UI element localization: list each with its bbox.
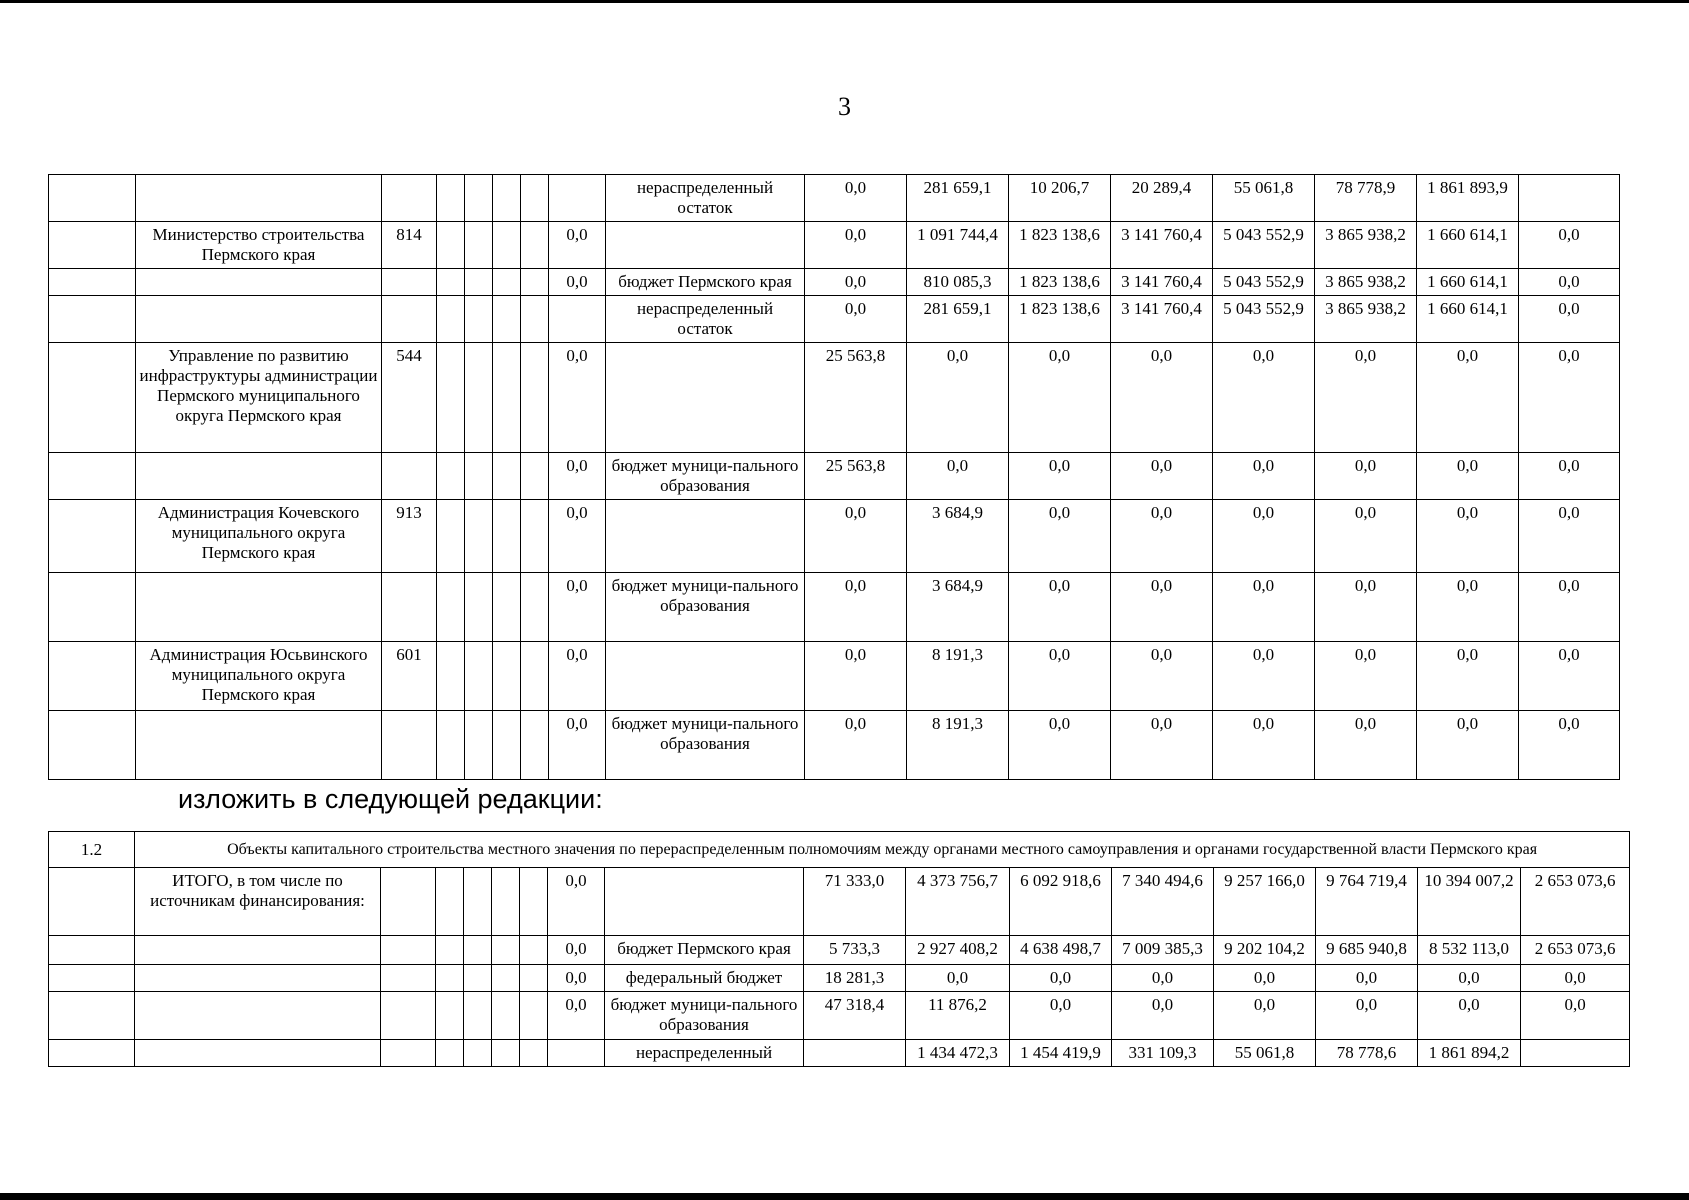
value-cell: 0,0 (1521, 965, 1630, 992)
value-cell: 1 660 614,1 (1417, 296, 1519, 343)
value-cell: 0,0 (1213, 453, 1315, 500)
code-cell: 913 (382, 500, 437, 573)
organization-cell: Управление по развитию инфраструктуры администрации Пермского муниципального округа Пермского края (136, 343, 382, 453)
empty-cell (464, 868, 492, 936)
organization-cell: ИТОГО, в том числе по источникам финансирования: (135, 868, 381, 936)
value-cell: 0,0 (805, 500, 907, 573)
section-number: 1.2 (49, 832, 135, 868)
empty-cell (437, 222, 465, 269)
value-cell (1521, 1040, 1630, 1067)
empty-cell (465, 453, 493, 500)
value-cell: 0,0 (1009, 642, 1111, 711)
value-cell: 7 009 385,3 (1112, 936, 1214, 965)
value-cell: 0,0 (1213, 573, 1315, 642)
table-row (49, 175, 1620, 222)
value-cell: 0,0 (1417, 453, 1519, 500)
value-cell: 9 764 719,4 (1316, 868, 1418, 936)
value-cell: 3 141 760,4 (1111, 269, 1213, 296)
value-cell: 0,0 (1315, 573, 1417, 642)
value-cell: 0,0 (1519, 453, 1620, 500)
number-cell (49, 175, 136, 222)
funding-source-cell (606, 343, 805, 453)
value-cell: 10 394 007,2 (1418, 868, 1521, 936)
number-cell (49, 868, 135, 936)
value-cell: 20 289,4 (1111, 175, 1213, 222)
empty-cell (437, 453, 465, 500)
table-row (49, 500, 1620, 573)
table-row (49, 711, 1620, 780)
empty-cell (520, 1040, 548, 1067)
empty-cell (521, 343, 549, 453)
funding-source-cell: нераспределенный остаток (606, 296, 805, 343)
value-cell: 0,0 (1519, 269, 1620, 296)
value-cell: 0,0 (805, 642, 907, 711)
value-cell: 7 340 494,6 (1112, 868, 1214, 936)
value-cell: 1 434 472,3 (906, 1040, 1010, 1067)
value-cell: 0,0 (1418, 965, 1521, 992)
empty-cell (521, 573, 549, 642)
table-row (49, 222, 1620, 269)
value-cell: 3 141 760,4 (1111, 296, 1213, 343)
budget-table-bottom (48, 831, 1630, 1067)
value-cell: 9 257 166,0 (1214, 868, 1316, 936)
empty-cell (465, 500, 493, 573)
organization-cell (136, 269, 382, 296)
number-cell (49, 1040, 135, 1067)
value-cell: 0,0 (1519, 711, 1620, 780)
empty-cell (493, 711, 521, 780)
value-cell: 3 865 938,2 (1315, 222, 1417, 269)
code-cell (381, 936, 436, 965)
organization-cell: Администрация Юсьвинского муниципального округа Пермского края (136, 642, 382, 711)
value-cell: 0,0 (1009, 711, 1111, 780)
value-cell: 1 823 138,6 (1009, 269, 1111, 296)
empty-cell (521, 269, 549, 296)
value-cell: 3 141 760,4 (1111, 222, 1213, 269)
value-cell: 47 318,4 (804, 992, 906, 1040)
empty-cell (493, 343, 521, 453)
value-cell: 0,0 (1418, 992, 1521, 1040)
base-value-cell: 0,0 (549, 343, 606, 453)
value-cell: 1 454 419,9 (1010, 1040, 1112, 1067)
value-cell: 3 684,9 (907, 500, 1009, 573)
value-cell: 4 373 756,7 (906, 868, 1010, 936)
value-cell: 0,0 (1315, 453, 1417, 500)
value-cell: 55 061,8 (1213, 175, 1315, 222)
table-row (49, 296, 1620, 343)
value-cell: 0,0 (1009, 453, 1111, 500)
number-cell (49, 343, 136, 453)
empty-cell (520, 936, 548, 965)
base-value-cell: 0,0 (548, 936, 605, 965)
value-cell: 0,0 (907, 453, 1009, 500)
value-cell: 0,0 (1417, 642, 1519, 711)
value-cell: 0,0 (1111, 711, 1213, 780)
base-value-cell: 0,0 (549, 500, 606, 573)
value-cell: 8 532 113,0 (1418, 936, 1521, 965)
empty-cell (437, 711, 465, 780)
organization-cell (135, 1040, 381, 1067)
value-cell: 0,0 (1519, 296, 1620, 343)
organization-cell (135, 936, 381, 965)
base-value-cell (549, 175, 606, 222)
table-row (49, 642, 1620, 711)
value-cell: 0,0 (906, 965, 1010, 992)
empty-cell (465, 222, 493, 269)
organization-cell (136, 573, 382, 642)
table-row (49, 965, 1630, 992)
value-cell: 9 202 104,2 (1214, 936, 1316, 965)
empty-cell (436, 936, 464, 965)
value-cell: 0,0 (1519, 343, 1620, 453)
value-cell: 0,0 (1213, 711, 1315, 780)
page-number: 3 (838, 92, 851, 121)
empty-cell (521, 453, 549, 500)
empty-cell (520, 965, 548, 992)
organization-cell (135, 965, 381, 992)
value-cell: 0,0 (805, 296, 907, 343)
value-cell: 0,0 (1519, 222, 1620, 269)
value-cell: 0,0 (1417, 500, 1519, 573)
value-cell: 18 281,3 (804, 965, 906, 992)
empty-cell (437, 296, 465, 343)
organization-cell (136, 296, 382, 343)
value-cell: 0,0 (1111, 642, 1213, 711)
value-cell (804, 1040, 906, 1067)
value-cell: 1 823 138,6 (1009, 296, 1111, 343)
value-cell: 0,0 (1111, 573, 1213, 642)
empty-cell (464, 992, 492, 1040)
scan-top-edge (0, 0, 1689, 3)
value-cell: 5 043 552,9 (1213, 296, 1315, 343)
value-cell: 3 865 938,2 (1315, 269, 1417, 296)
organization-cell (136, 175, 382, 222)
empty-cell (521, 711, 549, 780)
empty-cell (436, 965, 464, 992)
value-cell: 25 563,8 (805, 343, 907, 453)
base-value-cell: 0,0 (549, 711, 606, 780)
funding-source-cell: бюджет Пермского края (606, 269, 805, 296)
code-cell: 601 (382, 642, 437, 711)
value-cell: 0,0 (805, 175, 907, 222)
value-cell: 0,0 (1315, 500, 1417, 573)
empty-cell (465, 642, 493, 711)
value-cell: 1 823 138,6 (1009, 222, 1111, 269)
value-cell: 281 659,1 (907, 296, 1009, 343)
code-cell: 814 (382, 222, 437, 269)
organization-cell (136, 711, 382, 780)
organization-cell: Администрация Кочевского муниципального округа Пермского края (136, 500, 382, 573)
value-cell: 0,0 (1519, 642, 1620, 711)
value-cell: 5 733,3 (804, 936, 906, 965)
empty-cell (493, 573, 521, 642)
value-cell: 5 043 552,9 (1213, 269, 1315, 296)
value-cell: 0,0 (1417, 711, 1519, 780)
section-header-row (49, 832, 1630, 868)
value-cell: 1 861 894,2 (1418, 1040, 1521, 1067)
empty-cell (465, 711, 493, 780)
section-title: Объекты капитального строительства местного значения по перераспределенным полномочиям между органами местного самоуправления и органами государственной власти Пермского края (135, 832, 1630, 868)
value-cell: 0,0 (1009, 343, 1111, 453)
empty-cell (464, 1040, 492, 1067)
code-cell (381, 1040, 436, 1067)
value-cell: 10 206,7 (1009, 175, 1111, 222)
empty-cell (493, 296, 521, 343)
empty-cell (520, 868, 548, 936)
value-cell (1519, 175, 1620, 222)
value-cell: 0,0 (1316, 992, 1418, 1040)
value-cell: 4 638 498,7 (1010, 936, 1112, 965)
table-row (49, 1040, 1630, 1067)
empty-cell (465, 175, 493, 222)
funding-source-cell: бюджет Пермского края (605, 936, 804, 965)
table-row (49, 269, 1620, 296)
value-cell: 5 043 552,9 (1213, 222, 1315, 269)
value-cell: 0,0 (907, 343, 1009, 453)
code-cell (382, 175, 437, 222)
value-cell: 1 861 893,9 (1417, 175, 1519, 222)
value-cell: 0,0 (1111, 343, 1213, 453)
value-cell: 0,0 (1112, 965, 1214, 992)
number-cell (49, 222, 136, 269)
base-value-cell: 0,0 (549, 573, 606, 642)
value-cell: 0,0 (1315, 343, 1417, 453)
value-cell: 0,0 (1417, 343, 1519, 453)
empty-cell (465, 573, 493, 642)
empty-cell (492, 936, 520, 965)
amendment-heading: изложить в следующей редакции: (178, 784, 603, 814)
value-cell: 0,0 (1316, 965, 1418, 992)
value-cell: 0,0 (1519, 573, 1620, 642)
value-cell: 0,0 (1519, 500, 1620, 573)
empty-cell (436, 868, 464, 936)
value-cell: 2 653 073,6 (1521, 936, 1630, 965)
value-cell: 281 659,1 (907, 175, 1009, 222)
funding-source-cell: бюджет муници-пального образования (606, 711, 805, 780)
value-cell: 810 085,3 (907, 269, 1009, 296)
empty-cell (464, 936, 492, 965)
funding-source-cell: бюджет муници-пального образования (606, 453, 805, 500)
value-cell: 0,0 (1214, 965, 1316, 992)
empty-cell (437, 500, 465, 573)
empty-cell (465, 269, 493, 296)
base-value-cell (548, 1040, 605, 1067)
code-cell (382, 296, 437, 343)
funding-source-cell (605, 868, 804, 936)
value-cell: 71 333,0 (804, 868, 906, 936)
value-cell: 0,0 (805, 573, 907, 642)
value-cell: 55 061,8 (1214, 1040, 1316, 1067)
value-cell: 0,0 (1111, 453, 1213, 500)
scan-bottom-edge (0, 1193, 1689, 1200)
code-cell (382, 453, 437, 500)
number-cell (49, 711, 136, 780)
empty-cell (436, 1040, 464, 1067)
value-cell: 9 685 940,8 (1316, 936, 1418, 965)
value-cell: 8 191,3 (907, 642, 1009, 711)
value-cell: 0,0 (805, 222, 907, 269)
empty-cell (493, 642, 521, 711)
value-cell: 0,0 (805, 269, 907, 296)
empty-cell (437, 343, 465, 453)
base-value-cell: 0,0 (549, 222, 606, 269)
value-cell: 0,0 (1417, 573, 1519, 642)
funding-source-cell: бюджет муници-пального образования (606, 573, 805, 642)
number-cell (49, 269, 136, 296)
value-cell: 0,0 (1213, 642, 1315, 711)
code-cell (381, 965, 436, 992)
value-cell: 1 660 614,1 (1417, 222, 1519, 269)
number-cell (49, 936, 135, 965)
empty-cell (437, 269, 465, 296)
empty-cell (436, 992, 464, 1040)
funding-source-cell: бюджет муници-пального образования (605, 992, 804, 1040)
value-cell: 3 865 938,2 (1315, 296, 1417, 343)
empty-cell (437, 573, 465, 642)
value-cell: 0,0 (1213, 500, 1315, 573)
value-cell: 25 563,8 (805, 453, 907, 500)
base-value-cell: 0,0 (549, 642, 606, 711)
funding-source-cell: нераспределенный остаток (606, 175, 805, 222)
value-cell: 6 092 918,6 (1010, 868, 1112, 936)
value-cell: 0,0 (1213, 343, 1315, 453)
empty-cell (493, 500, 521, 573)
empty-cell (465, 296, 493, 343)
number-cell (49, 453, 136, 500)
base-value-cell: 0,0 (549, 269, 606, 296)
value-cell: 0,0 (1214, 992, 1316, 1040)
empty-cell (520, 992, 548, 1040)
value-cell: 0,0 (1112, 992, 1214, 1040)
funding-source-cell: федеральный бюджет (605, 965, 804, 992)
number-cell (49, 642, 136, 711)
code-cell (382, 711, 437, 780)
number-cell (49, 573, 136, 642)
organization-cell (135, 992, 381, 1040)
empty-cell (492, 1040, 520, 1067)
number-cell (49, 992, 135, 1040)
code-cell: 544 (382, 343, 437, 453)
number-cell (49, 296, 136, 343)
value-cell: 0,0 (1010, 965, 1112, 992)
organization-cell: Министерство строительства Пермского края (136, 222, 382, 269)
value-cell: 0,0 (1521, 992, 1630, 1040)
empty-cell (464, 965, 492, 992)
empty-cell (493, 175, 521, 222)
value-cell: 2 653 073,6 (1521, 868, 1630, 936)
base-value-cell: 0,0 (548, 868, 605, 936)
empty-cell (521, 175, 549, 222)
empty-cell (437, 642, 465, 711)
empty-cell (492, 965, 520, 992)
number-cell (49, 965, 135, 992)
empty-cell (493, 222, 521, 269)
empty-cell (521, 296, 549, 343)
empty-cell (493, 453, 521, 500)
value-cell: 0,0 (1315, 711, 1417, 780)
value-cell: 78 778,9 (1315, 175, 1417, 222)
value-cell: 1 660 614,1 (1417, 269, 1519, 296)
empty-cell (521, 222, 549, 269)
number-cell (49, 500, 136, 573)
empty-cell (492, 992, 520, 1040)
empty-cell (493, 269, 521, 296)
value-cell: 1 091 744,4 (907, 222, 1009, 269)
base-value-cell (549, 296, 606, 343)
empty-cell (437, 175, 465, 222)
base-value-cell: 0,0 (548, 992, 605, 1040)
empty-cell (521, 642, 549, 711)
table-row (49, 343, 1620, 453)
code-cell (382, 269, 437, 296)
value-cell: 0,0 (1009, 500, 1111, 573)
code-cell (381, 992, 436, 1040)
code-cell (381, 868, 436, 936)
value-cell: 8 191,3 (907, 711, 1009, 780)
funding-source-cell: нераспределенный (605, 1040, 804, 1067)
value-cell: 2 927 408,2 (906, 936, 1010, 965)
empty-cell (492, 868, 520, 936)
funding-source-cell (606, 642, 805, 711)
value-cell: 0,0 (1315, 642, 1417, 711)
funding-source-cell (606, 222, 805, 269)
value-cell: 0,0 (805, 711, 907, 780)
value-cell: 0,0 (1010, 992, 1112, 1040)
base-value-cell: 0,0 (548, 965, 605, 992)
value-cell: 331 109,3 (1112, 1040, 1214, 1067)
funding-source-cell (606, 500, 805, 573)
value-cell: 3 684,9 (907, 573, 1009, 642)
code-cell (382, 573, 437, 642)
table-row (49, 868, 1630, 936)
table-row (49, 453, 1620, 500)
empty-cell (465, 343, 493, 453)
value-cell: 0,0 (1111, 500, 1213, 573)
base-value-cell: 0,0 (549, 453, 606, 500)
empty-cell (521, 500, 549, 573)
budget-table-top (48, 174, 1620, 780)
value-cell: 78 778,6 (1316, 1040, 1418, 1067)
table-row (49, 936, 1630, 965)
organization-cell (136, 453, 382, 500)
table-row (49, 992, 1630, 1040)
value-cell: 11 876,2 (906, 992, 1010, 1040)
value-cell: 0,0 (1009, 573, 1111, 642)
table-row (49, 573, 1620, 642)
